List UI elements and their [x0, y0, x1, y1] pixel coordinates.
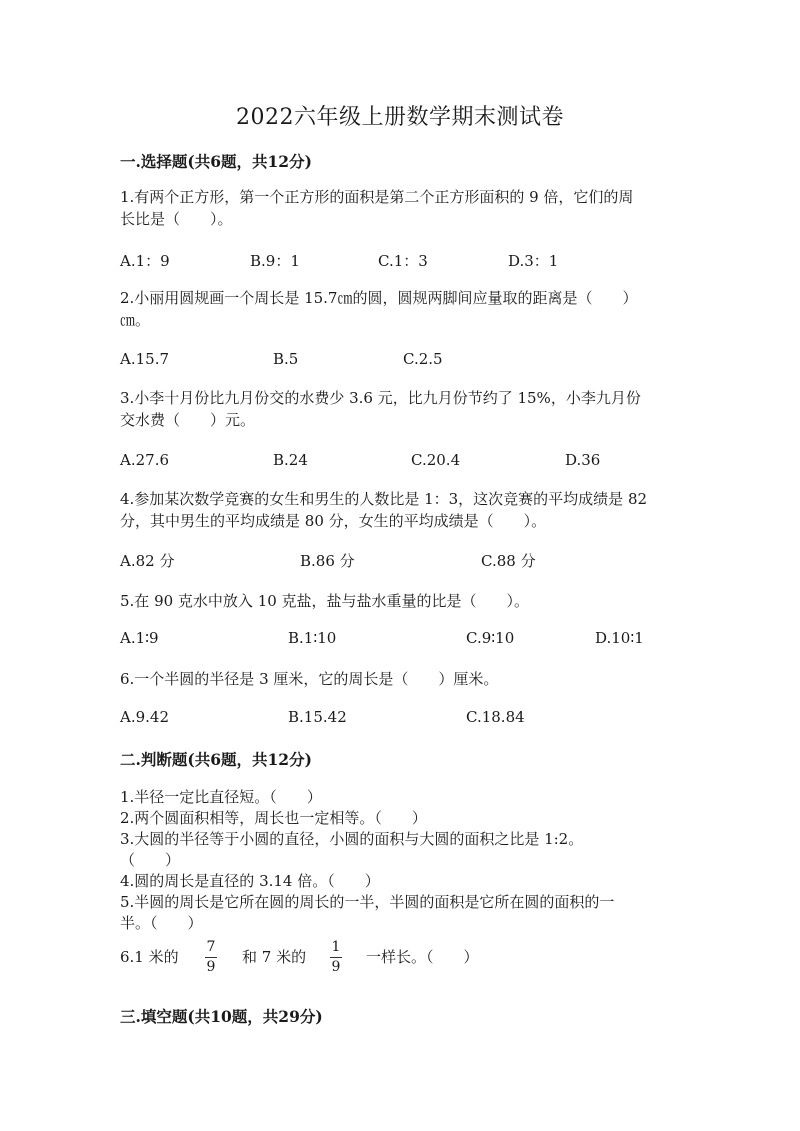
page-title: 2022六年级上册数学期末测试卷: [236, 105, 564, 130]
tf-item-6-part-3: 一样长。（ ）: [366, 948, 479, 966]
tf-item-5: 5.半圆的周长是它所在圆的周长的一半，半圆的面积是它所在圆的面积的一: [120, 893, 615, 911]
question-2-line-2: ㎝。: [120, 311, 151, 329]
question-4-line-2: 分，其中男生的平均成绩是 80 分，女生的平均成绩是（ ）。: [120, 512, 547, 530]
question-2-option-b: B.5: [273, 350, 299, 368]
fraction-numerator: 7: [206, 939, 216, 955]
question-6-option-b: B.15.42: [288, 708, 347, 726]
section-heading-fill-in: 三.填空题(共10题，共29分): [120, 1007, 323, 1026]
question-1-option-d: D.3：1: [508, 252, 559, 270]
tf-item-3-cont: （ ）: [120, 851, 181, 869]
tf-item-1: 1.半径一定比直径短。（ ）: [120, 788, 322, 806]
question-4-option-b: B.86 分: [300, 552, 355, 570]
question-1-option-c: C.1：3: [378, 252, 428, 270]
question-5-option-d: D.10∶1: [595, 629, 644, 647]
question-4-option-c: C.88 分: [481, 552, 536, 570]
question-5-line-1: 5.在 90 克水中放入 10 克盐，盐与盐水重量的比是（ ）。: [120, 592, 530, 610]
tf-item-2: 2.两个圆面积相等，周长也一定相等。（ ）: [120, 809, 427, 827]
question-3-line-2: 交水费（ ）元。: [120, 411, 256, 429]
fraction-seven-ninths: [204, 940, 218, 975]
question-3-line-1: 3.小李十月份比九月份交的水费少 3.6 元，比九月份节约了 15%，小李九月份: [120, 389, 641, 407]
question-3-option-a: A.27.6: [120, 451, 169, 469]
question-6-line-1: 6.一个半圆的半径是 3 厘米，它的周长是（ ）厘米。: [120, 670, 499, 688]
tf-item-4: 4.圆的周长是直径的 3.14 倍。（ ）: [120, 872, 380, 890]
question-5-option-a: A.1∶9: [120, 629, 159, 647]
tf-item-6-part-2: 和 7 米的: [242, 948, 307, 966]
question-6-option-c: C.18.84: [466, 708, 525, 726]
question-4-option-a: A.82 分: [120, 552, 175, 570]
question-2-option-a: A.15.7: [120, 350, 169, 368]
fraction-denominator: 9: [331, 959, 341, 975]
question-1-line-1: 1.有两个正方形，第一个正方形的面积是第二个正方形面积的 9 倍，它们的周: [120, 188, 634, 206]
tf-item-5-cont: 半。（ ）: [120, 914, 203, 932]
question-2-option-c: C.2.5: [403, 350, 443, 368]
tf-item-6-part-1: 6.1 米的: [120, 948, 179, 966]
section-heading-true-false: 二.判断题(共6题，共12分): [120, 750, 312, 769]
question-2-line-1: 2.小丽用圆规画一个周长是 15.7㎝的圆，圆规两脚间应量取的距离是（ ）: [120, 289, 638, 307]
question-3-option-d: D.36: [565, 451, 601, 469]
fraction-bar: [205, 957, 217, 958]
fraction-numerator: 1: [331, 939, 341, 955]
fraction-denominator: 9: [206, 959, 216, 975]
question-1-option-a: A.1：9: [120, 252, 170, 270]
question-1-option-b: B.9：1: [250, 252, 300, 270]
question-3-option-b: B.24: [273, 451, 308, 469]
question-5-option-c: C.9∶10: [466, 629, 515, 647]
question-5-option-b: B.1∶10: [288, 629, 337, 647]
section-heading-choice: 一.选择题(共6题，共12分): [120, 152, 312, 171]
question-6-option-a: A.9.42: [120, 708, 169, 726]
tf-item-3: 3.大圆的半径等于小圆的直径，小圆的面积与大圆的面积之比是 1:2。: [120, 830, 584, 848]
fraction-one-ninth: [329, 940, 343, 975]
question-3-option-c: C.20.4: [411, 451, 461, 469]
question-4-line-1: 4.参加某次数学竞赛的女生和男生的人数比是 1：3，这次竞赛的平均成绩是 82: [120, 490, 648, 508]
fraction-bar: [330, 957, 342, 958]
question-1-line-2: 长比是（ ）。: [120, 210, 233, 228]
